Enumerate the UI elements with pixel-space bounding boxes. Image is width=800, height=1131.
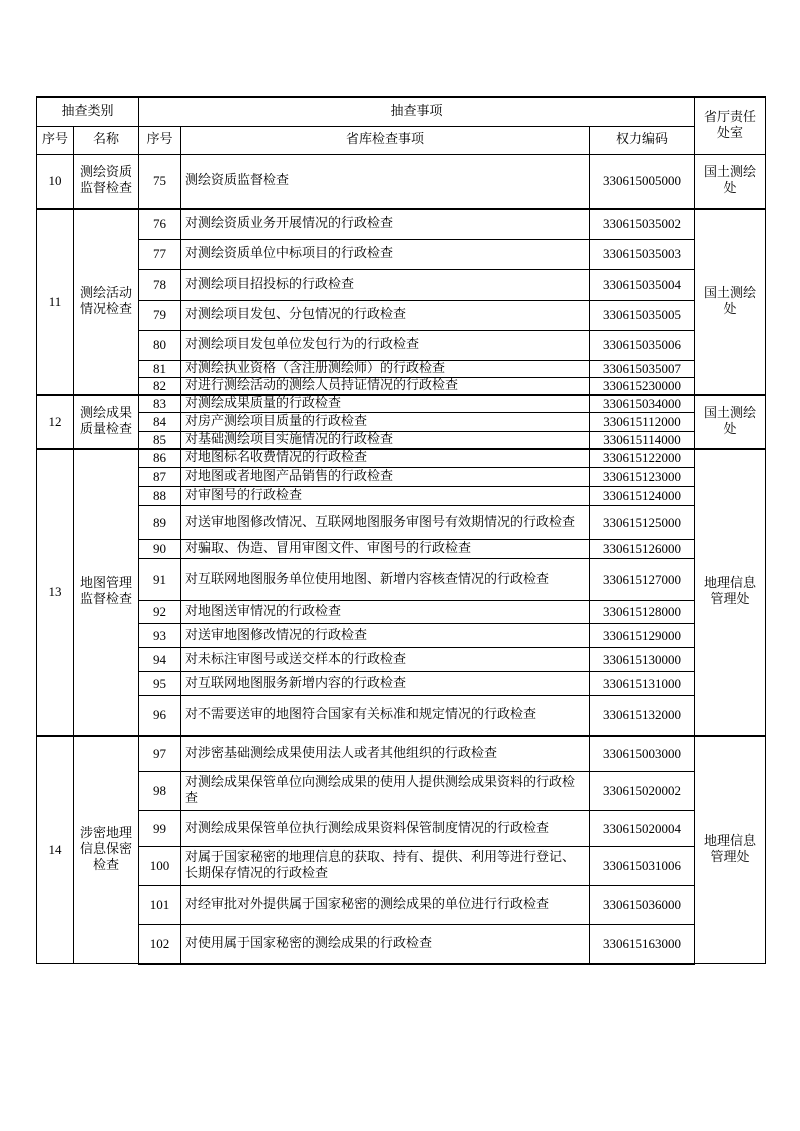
item-text: 对互联网地图服务单位使用地图、新增内容核查情况的行政检查 xyxy=(181,559,590,601)
item-text: 对测绘项目发包单位发包行为的行政检查 xyxy=(181,330,590,360)
item-seq: 101 xyxy=(139,886,181,925)
power-code: 330615132000 xyxy=(590,696,695,736)
item-seq: 91 xyxy=(139,559,181,601)
table-row xyxy=(37,412,766,431)
category-seq: 12 xyxy=(37,395,74,449)
header-item-seq: 序号 xyxy=(139,126,181,154)
power-code: 330615131000 xyxy=(590,672,695,696)
power-code: 330615035006 xyxy=(590,330,695,360)
header-dept: 省厅责任处室 xyxy=(695,97,766,154)
power-code: 330615122000 xyxy=(590,449,695,468)
item-text: 对测绘资质单位中标项目的行政检查 xyxy=(181,239,590,269)
item-text: 对测绘成果质量的行政检查 xyxy=(181,395,590,413)
power-code: 330615163000 xyxy=(590,925,695,964)
item-seq: 76 xyxy=(139,209,181,239)
item-text: 对互联网地图服务新增内容的行政检查 xyxy=(181,672,590,696)
item-text: 对属于国家秘密的地理信息的获取、持有、提供、利用等进行登记、长期保存情况的行政检查 xyxy=(181,847,590,886)
header-item: 省库检查事项 xyxy=(181,126,590,154)
responsible-dept: 国土测绘处 xyxy=(695,395,766,449)
item-seq: 92 xyxy=(139,601,181,624)
responsible-dept: 国土测绘处 xyxy=(695,154,766,209)
power-code: 330615035002 xyxy=(590,209,695,239)
power-code: 330615035005 xyxy=(590,300,695,330)
table-row xyxy=(37,209,766,239)
power-code: 330615129000 xyxy=(590,624,695,648)
table-row xyxy=(37,811,766,847)
item-seq: 99 xyxy=(139,811,181,847)
power-code: 330615020004 xyxy=(590,811,695,847)
item-seq: 95 xyxy=(139,672,181,696)
responsible-dept: 地理信息管理处 xyxy=(695,736,766,964)
category-name: 测绘活动情况检查 xyxy=(74,209,139,395)
power-code: 330615035003 xyxy=(590,239,695,269)
item-seq: 88 xyxy=(139,487,181,506)
item-seq: 89 xyxy=(139,506,181,540)
power-code: 330615125000 xyxy=(590,506,695,540)
power-code: 330615035007 xyxy=(590,360,695,377)
power-code: 330615031006 xyxy=(590,847,695,886)
category-seq: 14 xyxy=(37,736,74,964)
category-seq: 10 xyxy=(37,154,74,209)
category-name: 地图管理监督检查 xyxy=(74,449,139,736)
category-name: 测绘资质监督检查 xyxy=(74,154,139,209)
item-text: 对地图或者地图产品销售的行政检查 xyxy=(181,468,590,487)
table-row xyxy=(37,601,766,624)
table-row xyxy=(37,506,766,540)
item-seq: 96 xyxy=(139,696,181,736)
item-text: 对骗取、伪造、冒用审图文件、审图号的行政检查 xyxy=(181,540,590,559)
item-seq: 75 xyxy=(139,154,181,209)
item-text: 测绘资质监督检查 xyxy=(181,154,590,209)
power-code: 330615112000 xyxy=(590,412,695,431)
power-code: 330615130000 xyxy=(590,648,695,672)
table-row xyxy=(37,648,766,672)
item-seq: 82 xyxy=(139,377,181,395)
power-code: 330615230000 xyxy=(590,377,695,395)
header-code: 权力编码 xyxy=(590,126,695,154)
item-seq: 80 xyxy=(139,330,181,360)
table-row xyxy=(37,696,766,736)
header-name: 名称 xyxy=(74,126,139,154)
item-seq: 100 xyxy=(139,847,181,886)
inspection-table xyxy=(36,96,766,965)
item-seq: 98 xyxy=(139,772,181,811)
table-row xyxy=(37,487,766,506)
item-seq: 86 xyxy=(139,449,181,468)
power-code: 330615034000 xyxy=(590,395,695,413)
item-seq: 85 xyxy=(139,431,181,449)
table-row xyxy=(37,360,766,377)
item-seq: 78 xyxy=(139,269,181,300)
item-text: 对使用属于国家秘密的测绘成果的行政检查 xyxy=(181,925,590,964)
item-seq: 102 xyxy=(139,925,181,964)
table-row xyxy=(37,300,766,330)
category-seq: 13 xyxy=(37,449,74,736)
item-text: 对地图标名收费情况的行政检查 xyxy=(181,449,590,468)
item-seq: 90 xyxy=(139,540,181,559)
item-seq: 94 xyxy=(139,648,181,672)
item-text: 对测绘成果保管单位执行测绘成果资料保管制度情况的行政检查 xyxy=(181,811,590,847)
item-text: 对地图送审情况的行政检查 xyxy=(181,601,590,624)
power-code: 330615128000 xyxy=(590,601,695,624)
table-row xyxy=(37,559,766,601)
power-code: 330615114000 xyxy=(590,431,695,449)
item-text: 对测绘项目招投标的行政检查 xyxy=(181,269,590,300)
table-row xyxy=(37,540,766,559)
item-text: 对进行测绘活动的测绘人员持证情况的行政检查 xyxy=(181,377,590,395)
power-code: 330615123000 xyxy=(590,468,695,487)
table-row xyxy=(37,154,766,209)
power-code: 330615126000 xyxy=(590,540,695,559)
item-seq: 87 xyxy=(139,468,181,487)
item-text: 对审图号的行政检查 xyxy=(181,487,590,506)
table-row xyxy=(37,772,766,811)
item-text: 对涉密基础测绘成果使用法人或者其他组织的行政检查 xyxy=(181,736,590,772)
responsible-dept: 国土测绘处 xyxy=(695,209,766,395)
item-text: 对送审地图修改情况的行政检查 xyxy=(181,624,590,648)
table-body xyxy=(37,154,766,964)
item-text: 对未标注审图号或送交样本的行政检查 xyxy=(181,648,590,672)
item-text: 对测绘成果保管单位向测绘成果的使用人提供测绘成果资料的行政检查 xyxy=(181,772,590,811)
item-text: 对送审地图修改情况、互联网地图服务审图号有效期情况的行政检查 xyxy=(181,506,590,540)
item-text: 对房产测绘项目质量的行政检查 xyxy=(181,412,590,431)
table-row xyxy=(37,395,766,413)
header-category: 抽查类别 xyxy=(37,97,139,126)
item-seq: 93 xyxy=(139,624,181,648)
table-row xyxy=(37,886,766,925)
responsible-dept: 地理信息管理处 xyxy=(695,449,766,736)
table-row xyxy=(37,431,766,449)
item-text: 对基础测绘项目实施情况的行政检查 xyxy=(181,431,590,449)
table-row xyxy=(37,377,766,395)
category-seq: 11 xyxy=(37,209,74,395)
item-seq: 77 xyxy=(139,239,181,269)
item-text: 对测绘资质业务开展情况的行政检查 xyxy=(181,209,590,239)
item-text: 对经审批对外提供属于国家秘密的测绘成果的单位进行行政检查 xyxy=(181,886,590,925)
item-text: 对测绘执业资格（含注册测绘师）的行政检查 xyxy=(181,360,590,377)
header-seq: 序号 xyxy=(37,126,74,154)
table-row xyxy=(37,925,766,964)
power-code: 330615005000 xyxy=(590,154,695,209)
power-code: 330615036000 xyxy=(590,886,695,925)
header-items: 抽查事项 xyxy=(139,97,695,126)
item-seq: 79 xyxy=(139,300,181,330)
table-row xyxy=(37,736,766,772)
table-row xyxy=(37,847,766,886)
table-row xyxy=(37,269,766,300)
category-name: 测绘成果质量检查 xyxy=(74,395,139,449)
category-name: 涉密地理信息保密检查 xyxy=(74,736,139,964)
item-seq: 81 xyxy=(139,360,181,377)
table-row xyxy=(37,330,766,360)
table-row xyxy=(37,624,766,648)
power-code: 330615020002 xyxy=(590,772,695,811)
power-code: 330615127000 xyxy=(590,559,695,601)
item-seq: 84 xyxy=(139,412,181,431)
item-text: 对测绘项目发包、分包情况的行政检查 xyxy=(181,300,590,330)
table-row xyxy=(37,672,766,696)
power-code: 330615124000 xyxy=(590,487,695,506)
table-row xyxy=(37,468,766,487)
item-seq: 83 xyxy=(139,395,181,413)
power-code: 330615003000 xyxy=(590,736,695,772)
item-text: 对不需要送审的地图符合国家有关标准和规定情况的行政检查 xyxy=(181,696,590,736)
table-row xyxy=(37,239,766,269)
item-seq: 97 xyxy=(139,736,181,772)
table-row xyxy=(37,449,766,468)
power-code: 330615035004 xyxy=(590,269,695,300)
